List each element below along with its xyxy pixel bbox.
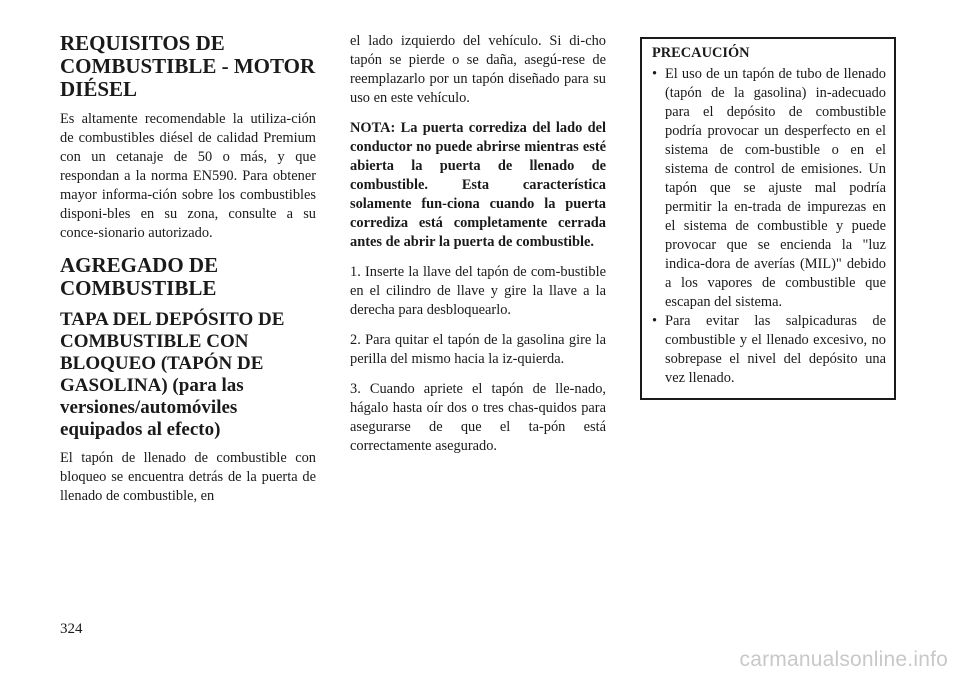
caution-item-text: Para evitar las salpicaduras de combustible y el llenado excesivo, no sobrepase el nivel del depósito una vez llenado. — [665, 313, 886, 386]
section-heading-adding-fuel: AGREGADO DE COMBUSTIBLE — [60, 253, 219, 300]
bullet-icon: • — [652, 66, 658, 82]
column-left — [60, 32, 316, 517]
caution-item — [652, 312, 886, 388]
bullet-icon: • — [652, 313, 658, 329]
caution-list — [652, 65, 886, 388]
column-middle — [350, 32, 606, 467]
watermark: carmanualsonline.info — [739, 648, 948, 671]
page-number: 324 — [60, 621, 83, 637]
caution-box — [640, 37, 896, 400]
step-2: 2. Para quitar el tapón de la gasolina gire la perilla del mismo hacia la iz-quierda. — [350, 332, 606, 367]
section-heading-diesel-fuel: REQUISITOS DE COMBUSTIBLE - MOTOR DIÉSEL — [60, 31, 316, 101]
paragraph-diesel-requirements: Es altamente recomendable la utiliza-ción de combustibles diésel de calidad Premium con un cetanaje de 50 o más, y que respondan a la norma EN590. Para obtener mayor informa-ción sobre los combustibles disponi-bles en su zona, consulte a su conce-sionario autorizado. — [60, 111, 316, 241]
caution-title: PRECAUCIÓN — [652, 45, 750, 61]
step-3: 3. Cuando apriete el tapón de lle-nado, hágalo hasta oír dos o tres chas-quidos para asegurarse de que el ta-pón está correctamente asegurado. — [350, 381, 606, 454]
paragraph-locking-cap: El tapón de llenado de combustible con bloqueo se encuentra detrás de la puerta de llenado de combustible, en — [60, 450, 316, 504]
caution-item — [652, 65, 886, 312]
paragraph-cap-replacement: el lado izquierdo del vehículo. Si di-cho tapón se pierde o se daña, asegú-rese de reemplazarlo por un tapón diseñado para su uso en este vehículo. — [350, 33, 606, 106]
subsection-heading-locking-cap: TAPA DEL DEPÓSITO DE COMBUSTIBLE CON BLOQUEO (TAPÓN DE GASOLINA) (para las versiones/automóviles equipados al efecto) — [60, 309, 285, 440]
note-sliding-door: NOTA: La puerta corrediza del lado del conductor no puede abrirse mientras esté abierta la puerta de llenado de combustible. Esta característica solamente fun-ciona cuando la puerta corrediza está completamente cerrada antes de abrir la puerta de combustible. — [350, 120, 606, 250]
caution-item-text: El uso de un tapón de tubo de llenado (tapón de la gasolina) in-adecuado para el depósito de combustible podría provocar un desperfecto en el sistema de com-bustible o en el sistema de control de emisiones. Un tapón que se ajuste mal podría permitir la en-trada de impurezas en el sistema de combustible y puede provocar que se encienda la "luz indica-dora de averías (MIL)" debido a los vapores de combustible que escapan del sistema. — [665, 66, 886, 310]
step-1: 1. Inserte la llave del tapón de com-bustible en el cilindro de llave y gire la llave a la derecha para desbloquearlo. — [350, 264, 606, 318]
